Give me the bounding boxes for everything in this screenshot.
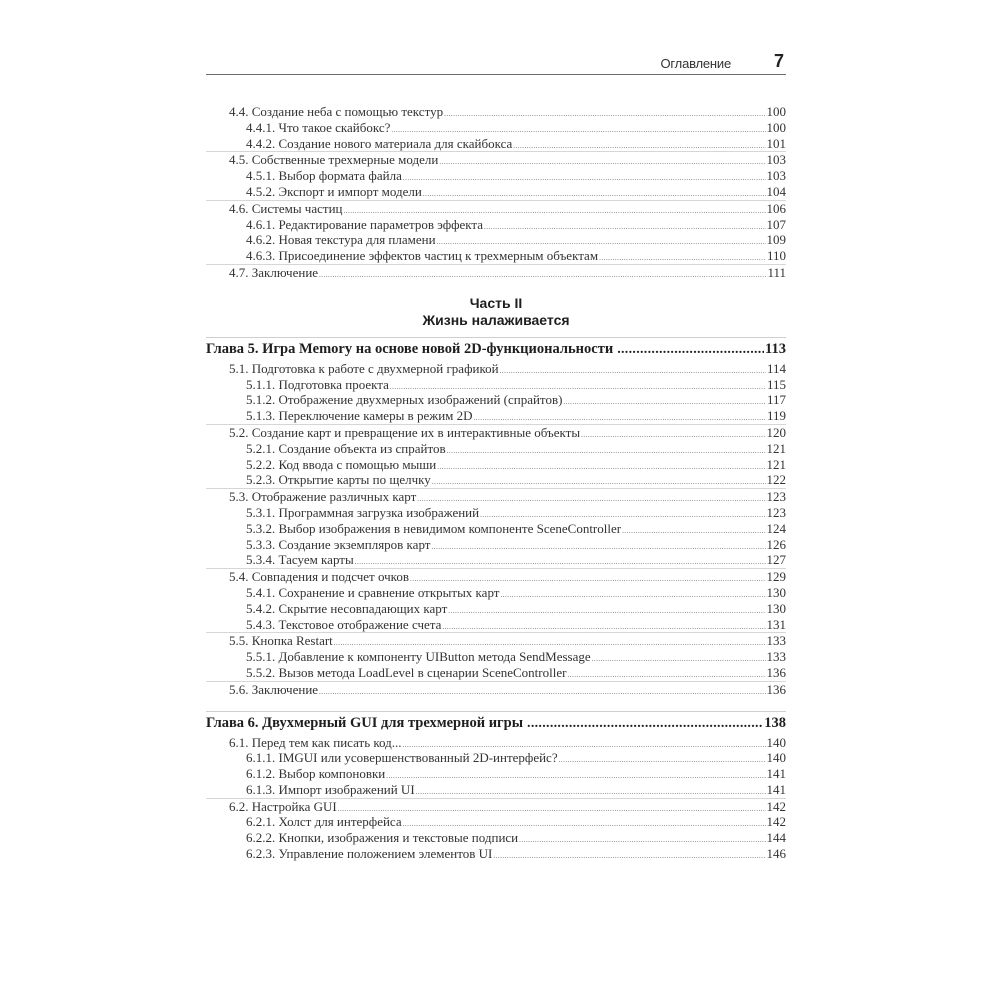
- toc-chapter5-entries: [206, 361, 786, 698]
- toc-subsection-entry[interactable]: [206, 585, 786, 601]
- entry-title: 6.2. Настройка GUI: [229, 798, 337, 814]
- entry-page-number: 136: [766, 681, 786, 697]
- entry-page-number: 103: [766, 152, 786, 168]
- toc-subsection-entry[interactable]: [206, 168, 786, 184]
- entry-title: 4.5.1. Выбор формата файла: [246, 168, 402, 184]
- toc-section-entry[interactable]: [206, 568, 786, 585]
- entry-page-number: 123: [766, 489, 786, 505]
- entry-page-number: 133: [766, 633, 786, 649]
- entry-title: 5.2.1. Создание объекта из спрайтов: [246, 440, 446, 456]
- entry-page-number: 111: [767, 264, 786, 280]
- toc-section-entry[interactable]: [206, 735, 786, 751]
- toc-section-entry[interactable]: [206, 151, 786, 168]
- toc-section-chapter4-tail: [206, 104, 786, 281]
- entry-title: 5.2. Создание карт и превращение их в интерактивные объекты: [229, 424, 581, 440]
- toc-section-entry[interactable]: [206, 681, 786, 698]
- toc-section-entry[interactable]: [206, 264, 786, 281]
- toc-section-entry[interactable]: [206, 104, 786, 120]
- entry-page-number: 126: [766, 536, 786, 552]
- chapter-heading-5[interactable]: [206, 337, 786, 359]
- entry-title: 5.4. Совпадения и подсчет очков: [229, 569, 409, 585]
- entry-title: 4.6.1. Редактирование параметров эффекта: [246, 216, 484, 232]
- toc-subsection-entry[interactable]: [206, 521, 786, 537]
- entry-page-number: 140: [766, 734, 786, 750]
- chapter-title: Глава 6. Двухмерный GUI для трехмерной игры: [206, 714, 524, 731]
- entry-page-number: 121: [766, 456, 786, 472]
- toc-subsection-entry[interactable]: [206, 750, 786, 766]
- entry-page-number: 142: [766, 814, 786, 830]
- toc-subsection-entry[interactable]: [206, 782, 786, 798]
- chapter-heading-6[interactable]: [206, 711, 786, 733]
- toc-subsection-entry[interactable]: [206, 120, 786, 136]
- entry-title: 5.3.2. Выбор изображения в невидимом компоненте SceneController: [246, 520, 622, 536]
- toc-subsection-entry[interactable]: [206, 649, 786, 665]
- entry-title: 5.4.2. Скрытие несовпадающих карт: [246, 600, 448, 616]
- toc-subsection-entry[interactable]: [206, 248, 786, 264]
- entry-page-number: 119: [766, 408, 786, 424]
- toc-subsection-entry[interactable]: [206, 601, 786, 617]
- entry-page-number: 114: [766, 360, 786, 376]
- toc-subsection-entry[interactable]: [206, 136, 786, 152]
- entry-page-number: 136: [766, 664, 786, 680]
- entry-title: 5.5. Кнопка Restart: [229, 633, 333, 649]
- entry-title: 4.6. Системы частиц: [229, 200, 343, 216]
- entry-page-number: 100: [766, 119, 786, 135]
- toc-chapter6-entries: [206, 735, 786, 862]
- entry-page-number: 109: [766, 232, 786, 248]
- entry-page-number: 129: [766, 569, 786, 585]
- entry-title: 5.4.3. Текстовое отображение счета: [246, 616, 442, 632]
- entry-title: 6.1.3. Импорт изображений UI: [246, 781, 415, 797]
- entry-page-number: 124: [766, 520, 786, 536]
- dot-leader: [527, 714, 763, 734]
- toc-subsection-entry[interactable]: [206, 392, 786, 408]
- entry-title: 5.1.1. Подготовка проекта: [246, 376, 389, 392]
- entry-title: 6.1.2. Выбор компоновки: [246, 766, 386, 782]
- toc-subsection-entry[interactable]: [206, 184, 786, 200]
- entry-title: 4.6.3. Присоединение эффектов частиц к трехмерным объектам: [246, 248, 599, 264]
- entry-title: 5.2.3. Открытие карты по щелчку: [246, 472, 431, 488]
- entry-title: 4.6.2. Новая текстура для пламени: [246, 232, 436, 248]
- part-heading: [206, 295, 786, 329]
- dot-leader: [319, 268, 766, 284]
- chapter-page-number: 138: [764, 714, 786, 731]
- toc-subsection-entry[interactable]: [206, 665, 786, 681]
- entry-title: 5.5.1. Добавление к компоненту UIButton метода SendMessage: [246, 649, 591, 665]
- entry-page-number: 127: [766, 552, 786, 568]
- entry-title: 5.3.1. Программная загрузка изображений: [246, 504, 480, 520]
- entry-page-number: 120: [766, 424, 786, 440]
- entry-title: 5.4.1. Сохранение и сравнение открытых карт: [246, 584, 500, 600]
- dot-leader: [617, 340, 764, 360]
- entry-title: 5.1. Подготовка к работе с двухмерной графикой: [229, 360, 499, 376]
- entry-title: 6.2.1. Холст для интерфейса: [246, 814, 402, 830]
- entry-page-number: 100: [766, 104, 786, 119]
- part-number: Часть II: [469, 294, 523, 311]
- entry-page-number: 106: [766, 200, 786, 216]
- toc-subsection-entry[interactable]: [206, 552, 786, 568]
- entry-title: 5.1.3. Переключение камеры в режим 2D: [246, 408, 473, 424]
- page-number: 7: [773, 51, 784, 71]
- toc-section-entry[interactable]: [206, 632, 786, 649]
- entry-title: 5.1.2. Отображение двухмерных изображений (спрайтов): [246, 392, 563, 408]
- entry-title: 4.5.2. Экспорт и импорт модели: [246, 183, 422, 199]
- entry-page-number: 142: [766, 798, 786, 814]
- toc-subsection-entry[interactable]: [206, 505, 786, 521]
- entry-title: 5.3. Отображение различных карт: [229, 489, 417, 505]
- toc-section-entry[interactable]: [206, 200, 786, 217]
- chapter-title: Глава 5. Игра Memory на основе новой 2D-функциональности: [206, 340, 614, 357]
- entry-title: 5.2.2. Код ввода с помощью мыши: [246, 456, 437, 472]
- toc-subsection-entry[interactable]: [206, 537, 786, 553]
- entry-page-number: 140: [766, 750, 786, 766]
- running-head-title: Оглавление: [660, 56, 731, 71]
- entry-title: 5.3.4. Тасуем карты: [246, 552, 354, 568]
- entry-title: 6.2.3. Управление положением элементов UI: [246, 846, 493, 862]
- dot-leader: [493, 849, 765, 865]
- toc-section-entry[interactable]: [206, 424, 786, 441]
- running-head: [206, 50, 786, 75]
- toc-subsection-entry[interactable]: [206, 232, 786, 248]
- entry-title: 6.2.2. Кнопки, изображения и текстовые подписи: [246, 830, 519, 846]
- toc-subsection-entry[interactable]: [206, 457, 786, 473]
- entry-page-number: 130: [766, 600, 786, 616]
- entry-title: 4.4.1. Что такое скайбокс?: [246, 119, 391, 135]
- entry-page-number: 141: [766, 766, 786, 782]
- toc-section-entry[interactable]: [206, 798, 786, 815]
- entry-page-number: 110: [766, 248, 786, 264]
- entry-title: 4.7. Заключение: [229, 264, 319, 280]
- entry-page-number: 115: [766, 376, 786, 392]
- toc-section-entry[interactable]: [206, 361, 786, 377]
- toc-subsection-entry[interactable]: [206, 408, 786, 424]
- table-of-contents: [206, 104, 786, 862]
- entry-title: 5.5.2. Вызов метода LoadLevel в сценарии SceneController: [246, 664, 567, 680]
- toc-subsection-entry[interactable]: [206, 846, 786, 862]
- entry-title: 4.5. Собственные трехмерные модели: [229, 152, 439, 168]
- toc-subsection-entry[interactable]: [206, 217, 786, 233]
- entry-title: 5.3.3. Создание экземпляров карт: [246, 536, 431, 552]
- entry-page-number: 103: [766, 168, 786, 184]
- chapter-page-number: 113: [765, 340, 786, 357]
- entry-page-number: 121: [766, 440, 786, 456]
- entry-page-number: 104: [766, 183, 786, 199]
- toc-subsection-entry[interactable]: [206, 441, 786, 457]
- toc-subsection-entry[interactable]: [206, 617, 786, 633]
- entry-title: 4.4. Создание неба с помощью текстур: [229, 104, 444, 119]
- entry-page-number: 146: [766, 846, 786, 862]
- dot-leader: [319, 685, 765, 701]
- entry-page-number: 123: [766, 504, 786, 520]
- entry-page-number: 131: [766, 616, 786, 632]
- toc-subsection-entry[interactable]: [206, 814, 786, 830]
- entry-title: 4.4.2. Создание нового материала для скайбокса: [246, 135, 513, 151]
- entry-page-number: 141: [766, 781, 786, 797]
- entry-page-number: 122: [766, 472, 786, 488]
- toc-subsection-entry[interactable]: [206, 830, 786, 846]
- entry-title: 5.6. Заключение: [229, 681, 319, 697]
- entry-page-number: 101: [766, 135, 786, 151]
- entry-page-number: 133: [766, 649, 786, 665]
- toc-section-entry[interactable]: [206, 488, 786, 505]
- toc-subsection-entry[interactable]: [206, 766, 786, 782]
- part-title: Жизнь налаживается: [422, 311, 570, 328]
- entry-title: 6.1. Перед тем как писать код...: [229, 734, 402, 750]
- entry-title: 6.1.1. IMGUI или усовершенствованный 2D-интерфейс?: [246, 750, 558, 766]
- entry-page-number: 117: [766, 392, 786, 408]
- entry-page-number: 130: [766, 584, 786, 600]
- toc-subsection-entry[interactable]: [206, 377, 786, 393]
- entry-page-number: 144: [766, 830, 786, 846]
- toc-subsection-entry[interactable]: [206, 472, 786, 488]
- entry-page-number: 107: [766, 216, 786, 232]
